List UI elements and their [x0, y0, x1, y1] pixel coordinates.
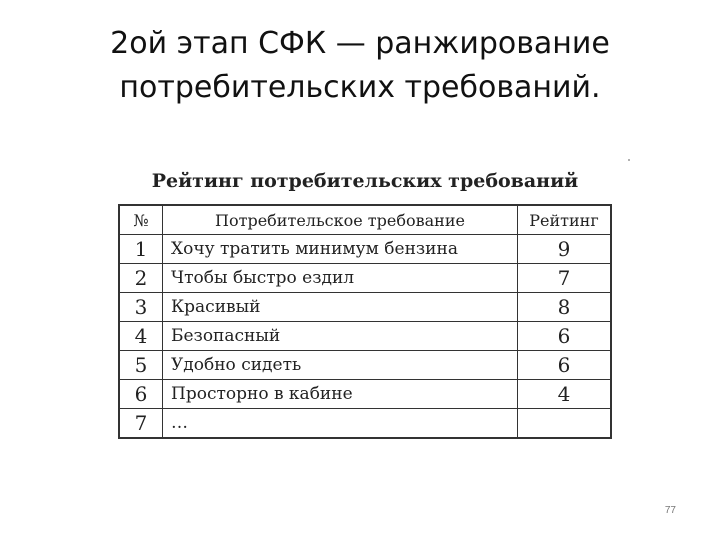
row-requirement: Безопасный [163, 322, 518, 351]
row-requirement: Чтобы быстро ездил [163, 264, 518, 293]
row-num: 5 [120, 351, 163, 380]
row-requirement: … [163, 409, 518, 438]
table-row [120, 351, 611, 380]
ratings-table [119, 205, 611, 438]
table-caption: Рейтинг потребительских требований [151, 170, 579, 192]
table-row [120, 322, 611, 351]
row-requirement: Удобно сидеть [163, 351, 518, 380]
row-rating: 6 [518, 351, 611, 380]
row-num: 1 [120, 235, 163, 264]
row-num: 3 [120, 293, 163, 322]
row-rating [518, 409, 611, 438]
row-num: 6 [120, 380, 163, 409]
row-rating: 7 [518, 264, 611, 293]
slide-title [40, 22, 680, 110]
header-rating: Рейтинг [518, 206, 611, 235]
decorative-dot [628, 159, 630, 161]
row-rating: 6 [518, 322, 611, 351]
row-num: 2 [120, 264, 163, 293]
row-rating: 4 [518, 380, 611, 409]
ratings-table-container [118, 204, 612, 439]
slide-title-line-1: 2ой этап СФК — ранжирование [110, 26, 610, 61]
table-row [120, 409, 611, 438]
page-number: 77 [664, 505, 676, 516]
header-requirement: Потребительское требование [163, 206, 518, 235]
slide-title-line-2: потребительских требований. [119, 70, 601, 105]
table-row [120, 380, 611, 409]
row-requirement: Хочу тратить минимум бензина [163, 235, 518, 264]
table-row [120, 264, 611, 293]
table-header-row [120, 206, 611, 235]
row-rating: 9 [518, 235, 611, 264]
table-row [120, 235, 611, 264]
table-row [120, 293, 611, 322]
row-num: 7 [120, 409, 163, 438]
row-requirement: Красивый [163, 293, 518, 322]
row-requirement: Просторно в кабине [163, 380, 518, 409]
header-num: № [120, 206, 163, 235]
row-num: 4 [120, 322, 163, 351]
row-rating: 8 [518, 293, 611, 322]
